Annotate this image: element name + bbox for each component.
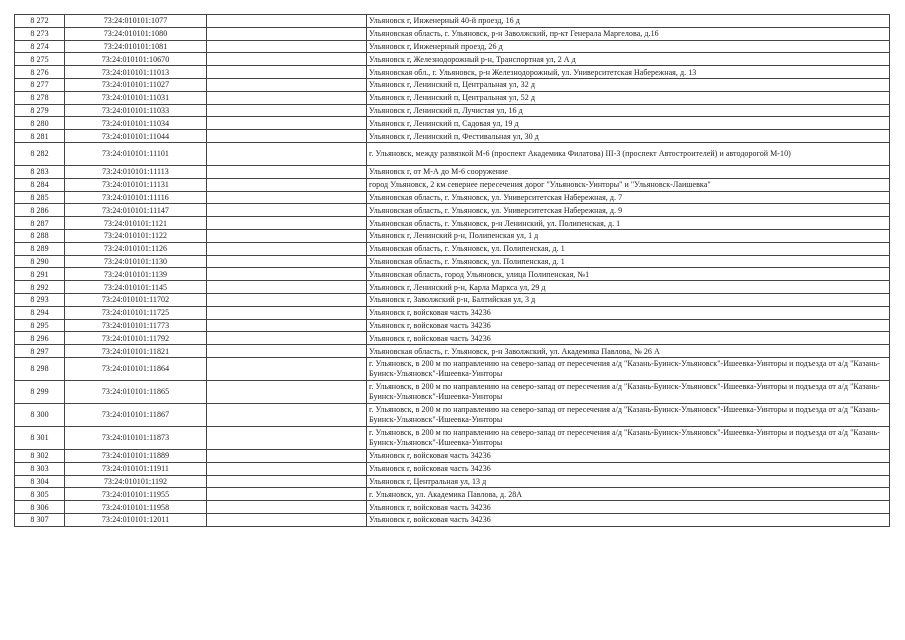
row-number: 8 297 <box>15 345 65 358</box>
address: Ульяновск г, Ленинский п, Лучистая ул, 16 д <box>367 104 890 117</box>
address: г. Ульяновск, в 200 м по направлению на северо-запад от пересечения а/д "Казань-Буинск-Ульяновск"-Ишеевка-Уинторы и подъезда от а/д "Казань-Буинск-Ульяновск"-Ишеевка-Уинторы <box>367 357 890 380</box>
empty-cell <box>207 91 367 104</box>
cadastral-number: 73:24:010101:1081 <box>65 40 207 53</box>
cadastral-number: 73:24:010101:11044 <box>65 130 207 143</box>
empty-cell <box>207 204 367 217</box>
row-number: 8 299 <box>15 380 65 403</box>
row-number: 8 295 <box>15 319 65 332</box>
empty-cell <box>207 488 367 501</box>
row-number: 8 285 <box>15 191 65 204</box>
address: Ульяновск г, Инженерный 40-й проезд, 16 д <box>367 15 890 28</box>
table-row <box>15 15 890 28</box>
empty-cell <box>207 332 367 345</box>
cadastral-number: 73:24:010101:11027 <box>65 78 207 91</box>
address: Ульяновск г, войсковая часть 34236 <box>367 501 890 514</box>
address: Ульяновск г, войсковая часть 34236 <box>367 462 890 475</box>
address: г. Ульяновск, в 200 м по направлению на северо-запад от пересечения а/д "Казань-Буинск-Ульяновск"-Ишеевка-Уинторы и подъезда от а/д "Казань-Буинск-Ульяновск"-Ишеевка-Уинторы <box>367 426 890 449</box>
cadastral-number: 73:24:010101:1122 <box>65 229 207 242</box>
table-row <box>15 217 890 230</box>
address: Ульяновская область, город Ульяновск, улица Полипенская, №1 <box>367 268 890 281</box>
address: Ульяновская область, г. Ульяновск, ул. Университетская Набережная, д. 9 <box>367 204 890 217</box>
row-number: 8 281 <box>15 130 65 143</box>
row-number: 8 293 <box>15 293 65 306</box>
table-row <box>15 380 890 403</box>
row-number: 8 306 <box>15 501 65 514</box>
table-row <box>15 53 890 66</box>
row-number: 8 273 <box>15 27 65 40</box>
cadastral-number: 73:24:010101:11955 <box>65 488 207 501</box>
empty-cell <box>207 357 367 380</box>
empty-cell <box>207 217 367 230</box>
empty-cell <box>207 426 367 449</box>
cadastral-number: 73:24:010101:11116 <box>65 191 207 204</box>
cadastral-number: 73:24:010101:1139 <box>65 268 207 281</box>
cadastral-number: 73:24:010101:11873 <box>65 426 207 449</box>
cadastral-number: 73:24:010101:1192 <box>65 475 207 488</box>
empty-cell <box>207 462 367 475</box>
row-number: 8 280 <box>15 117 65 130</box>
cadastral-table <box>14 14 890 527</box>
empty-cell <box>207 27 367 40</box>
table-row <box>15 513 890 526</box>
empty-cell <box>207 229 367 242</box>
table-body <box>15 15 890 527</box>
table-row <box>15 178 890 191</box>
cadastral-number: 73:24:010101:11867 <box>65 403 207 426</box>
table-row <box>15 345 890 358</box>
address: Ульяновская область, г. Ульяновск, ул. Университетская Набережная, д. 7 <box>367 191 890 204</box>
table-row <box>15 281 890 294</box>
cadastral-number: 73:24:010101:1121 <box>65 217 207 230</box>
table-row <box>15 357 890 380</box>
row-number: 8 298 <box>15 357 65 380</box>
address: Ульяновск г, Ленинский п, Садовая ул, 19 д <box>367 117 890 130</box>
table-row <box>15 191 890 204</box>
empty-cell <box>207 66 367 79</box>
address: Ульяновская область, г. Ульяновск, р-н Заволжский, пр-кт Генерала Маргелова, д.16 <box>367 27 890 40</box>
table-row <box>15 403 890 426</box>
table-row <box>15 130 890 143</box>
cadastral-number: 73:24:010101:11773 <box>65 319 207 332</box>
table-row <box>15 449 890 462</box>
empty-cell <box>207 40 367 53</box>
address: Ульяновск г, Железнодорожный р-н, Транспортная ул, 2 А д <box>367 53 890 66</box>
row-number: 8 303 <box>15 462 65 475</box>
table-row <box>15 27 890 40</box>
row-number: 8 307 <box>15 513 65 526</box>
cadastral-number: 73:24:010101:11725 <box>65 306 207 319</box>
row-number: 8 284 <box>15 178 65 191</box>
table-row <box>15 104 890 117</box>
table-row <box>15 501 890 514</box>
table-row <box>15 242 890 255</box>
empty-cell <box>207 319 367 332</box>
table-row <box>15 66 890 79</box>
address: город Ульяновск, 2 км севернее пересечения дорог "Ульяновск-Уинторы" и "Ульяновск-Лаишевка" <box>367 178 890 191</box>
row-number: 8 292 <box>15 281 65 294</box>
empty-cell <box>207 380 367 403</box>
empty-cell <box>207 104 367 117</box>
address: г. Ульяновск, между развязкой М-6 (проспект Академика Филатова) III-3 (проспект Автостроителей) и автодорогой М-10) <box>367 142 890 165</box>
empty-cell <box>207 403 367 426</box>
row-number: 8 282 <box>15 142 65 165</box>
address: Ульяновская область, г. Ульяновск, ул. Полипенская, д. 1 <box>367 255 890 268</box>
cadastral-number: 73:24:010101:11031 <box>65 91 207 104</box>
cadastral-number: 73:24:010101:11131 <box>65 178 207 191</box>
row-number: 8 283 <box>15 165 65 178</box>
address: Ульяновск г, Инженерный проезд, 26 д <box>367 40 890 53</box>
cadastral-number: 73:24:010101:11889 <box>65 449 207 462</box>
cadastral-number: 73:24:010101:11865 <box>65 380 207 403</box>
row-number: 8 294 <box>15 306 65 319</box>
row-number: 8 279 <box>15 104 65 117</box>
cadastral-number: 73:24:010101:11013 <box>65 66 207 79</box>
row-number: 8 286 <box>15 204 65 217</box>
address: Ульяновская область, г. Ульяновск, р-н Заволжский, ул. Академика Павлова, № 26 А <box>367 345 890 358</box>
empty-cell <box>207 178 367 191</box>
empty-cell <box>207 501 367 514</box>
table-row <box>15 117 890 130</box>
address: Ульяновск г, Ленинский р-н, Карла Маркса ул, 29 д <box>367 281 890 294</box>
table-row <box>15 204 890 217</box>
row-number: 8 304 <box>15 475 65 488</box>
cadastral-number: 73:24:010101:11958 <box>65 501 207 514</box>
cadastral-number: 73:24:010101:11113 <box>65 165 207 178</box>
empty-cell <box>207 255 367 268</box>
row-number: 8 305 <box>15 488 65 501</box>
cadastral-number: 73:24:010101:1077 <box>65 15 207 28</box>
row-number: 8 276 <box>15 66 65 79</box>
empty-cell <box>207 142 367 165</box>
table-row <box>15 488 890 501</box>
empty-cell <box>207 475 367 488</box>
cadastral-number: 73:24:010101:1080 <box>65 27 207 40</box>
address: Ульяновск г, от М-А до М-6 сооружение <box>367 165 890 178</box>
cadastral-number: 73:24:010101:12011 <box>65 513 207 526</box>
table-row <box>15 319 890 332</box>
empty-cell <box>207 15 367 28</box>
table-row <box>15 229 890 242</box>
row-number: 8 300 <box>15 403 65 426</box>
address: Ульяновская область, г. Ульяновск, р-н Ленинский, ул. Полипенская, д. 1 <box>367 217 890 230</box>
row-number: 8 287 <box>15 217 65 230</box>
row-number: 8 277 <box>15 78 65 91</box>
address: Ульяновск г, войсковая часть 34236 <box>367 306 890 319</box>
row-number: 8 291 <box>15 268 65 281</box>
table-row <box>15 426 890 449</box>
empty-cell <box>207 281 367 294</box>
table-row <box>15 78 890 91</box>
row-number: 8 302 <box>15 449 65 462</box>
cadastral-number: 73:24:010101:11911 <box>65 462 207 475</box>
empty-cell <box>207 513 367 526</box>
table-row <box>15 142 890 165</box>
row-number: 8 274 <box>15 40 65 53</box>
address: г. Ульяновск, ул. Академика Павлова, д. 28А <box>367 488 890 501</box>
empty-cell <box>207 117 367 130</box>
empty-cell <box>207 242 367 255</box>
empty-cell <box>207 78 367 91</box>
row-number: 8 275 <box>15 53 65 66</box>
row-number: 8 272 <box>15 15 65 28</box>
address: Ульяновская обл., г. Ульяновск, р-н Железнодорожный, ул. Университетская Набережная, д. 13 <box>367 66 890 79</box>
table-row <box>15 40 890 53</box>
table-row <box>15 306 890 319</box>
empty-cell <box>207 268 367 281</box>
table-row <box>15 293 890 306</box>
empty-cell <box>207 53 367 66</box>
address: Ульяновск г, Центральная ул, 13 д <box>367 475 890 488</box>
empty-cell <box>207 345 367 358</box>
address: Ульяновск г, Ленинский п, Центральная ул, 32 д <box>367 78 890 91</box>
row-number: 8 296 <box>15 332 65 345</box>
empty-cell <box>207 306 367 319</box>
table-row <box>15 268 890 281</box>
table-row <box>15 462 890 475</box>
cadastral-number: 73:24:010101:11821 <box>65 345 207 358</box>
cadastral-number: 73:24:010101:11101 <box>65 142 207 165</box>
cadastral-number: 73:24:010101:11792 <box>65 332 207 345</box>
address: г. Ульяновск, в 200 м по направлению на северо-запад от пересечения а/д "Казань-Буинск-Ульяновск"-Ишеевка-Уинторы и подъезда от а/д "Казань-Буинск-Ульяновск"-Ишеевка-Уинторы <box>367 403 890 426</box>
table-row <box>15 165 890 178</box>
row-number: 8 288 <box>15 229 65 242</box>
empty-cell <box>207 293 367 306</box>
cadastral-number: 73:24:010101:1145 <box>65 281 207 294</box>
row-number: 8 290 <box>15 255 65 268</box>
table-row <box>15 475 890 488</box>
row-number: 8 278 <box>15 91 65 104</box>
cadastral-number: 73:24:010101:11702 <box>65 293 207 306</box>
address: Ульяновск г, войсковая часть 34236 <box>367 513 890 526</box>
cadastral-number: 73:24:010101:11147 <box>65 204 207 217</box>
address: Ульяновск г, Ленинский п, Центральная ул, 52 д <box>367 91 890 104</box>
empty-cell <box>207 449 367 462</box>
table-row <box>15 255 890 268</box>
table-row <box>15 91 890 104</box>
address: Ульяновск г, Ленинский п, Фестивальная ул, 30 д <box>367 130 890 143</box>
address: Ульяновская область, г. Ульяновск, ул. Полипенская, д. 1 <box>367 242 890 255</box>
cadastral-number: 73:24:010101:11033 <box>65 104 207 117</box>
cadastral-number: 73:24:010101:11034 <box>65 117 207 130</box>
address: Ульяновск г, войсковая часть 34236 <box>367 319 890 332</box>
address: Ульяновск г, войсковая часть 34236 <box>367 449 890 462</box>
address: Ульяновск г, войсковая часть 34236 <box>367 332 890 345</box>
empty-cell <box>207 130 367 143</box>
cadastral-number: 73:24:010101:1130 <box>65 255 207 268</box>
empty-cell <box>207 191 367 204</box>
cadastral-number: 73:24:010101:1126 <box>65 242 207 255</box>
empty-cell <box>207 165 367 178</box>
cadastral-number: 73:24:010101:10670 <box>65 53 207 66</box>
address: г. Ульяновск, в 200 м по направлению на северо-запад от пересечения а/д "Казань-Буинск-Ульяновск"-Ишеевка-Уинторы и подъезда от а/д "Казань-Буинск-Ульяновск"-Ишеевка-Уинторы <box>367 380 890 403</box>
row-number: 8 289 <box>15 242 65 255</box>
address: Ульяновск г, Заволжский р-н, Балтийская ул, 3 д <box>367 293 890 306</box>
address: Ульяновск г, Ленинский р-н, Полипенская ул, 1 д <box>367 229 890 242</box>
row-number: 8 301 <box>15 426 65 449</box>
cadastral-number: 73:24:010101:11864 <box>65 357 207 380</box>
table-row <box>15 332 890 345</box>
